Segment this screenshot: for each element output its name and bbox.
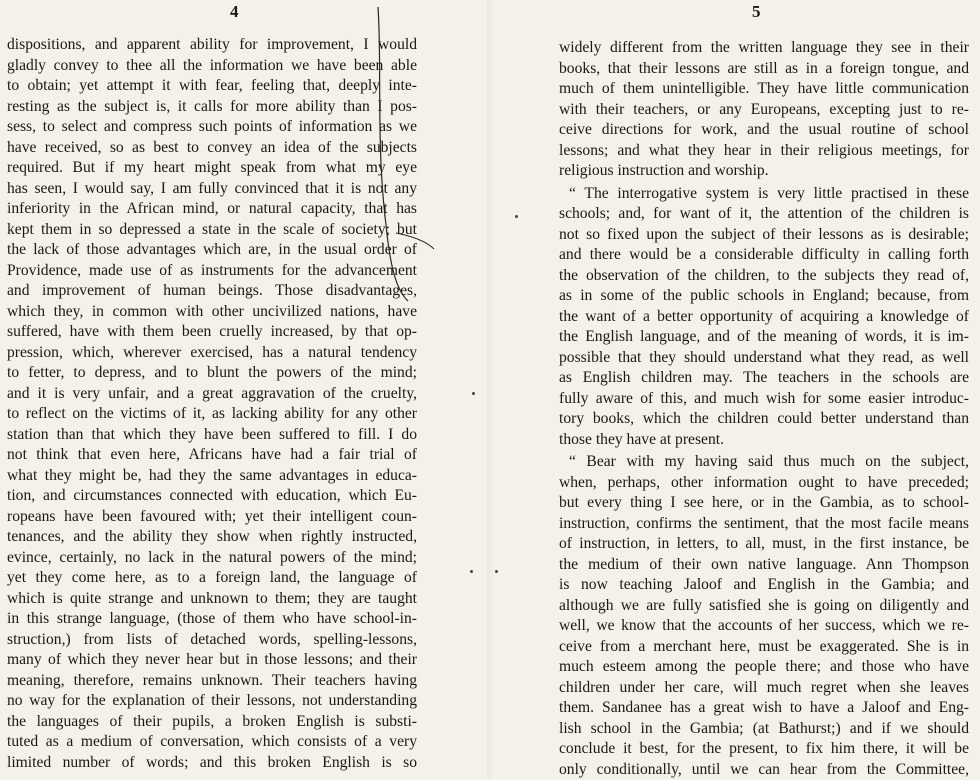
text-line: much esteem among the people there; and those who have: [559, 657, 969, 678]
text-line: much of them unintelligible. They have little communication: [559, 79, 969, 100]
text-line: “ Bear with my having said thus much on the subject,: [559, 452, 969, 473]
right-page-text: [559, 38, 969, 780]
text-line: children under her care, will much regret when she leaves: [559, 678, 969, 699]
text-line: the English language, and of the meaning of words, it is im-: [559, 327, 969, 348]
left-page: [0, 0, 490, 779]
text-line: as in some of the public schools in England; because, from: [559, 286, 969, 307]
text-line: well, we know that the accounts of her success, which we re-: [559, 616, 969, 637]
text-line: ceive directions for work, and the usual routine of school: [559, 120, 969, 141]
text-line: yet they come here, as to a foreign land, the language of: [7, 568, 417, 589]
text-line: tuted as a medium of conversation, which consists of a very: [7, 732, 417, 753]
text-line: what they might be, had they the same advantages in educa-: [7, 466, 417, 487]
text-line: struction,) from lists of detached words, spelling-lessons,: [7, 630, 417, 651]
text-line: pression, which, wherever exercised, has a natural tendency: [7, 343, 417, 364]
print-speck: [472, 392, 475, 395]
text-line: station than that which they have been suffered to fill. I do: [7, 425, 417, 446]
text-line: kept them in so depressed a state in the scale of society; but: [7, 220, 417, 241]
text-line: tory books, which the children could better understand than: [559, 409, 969, 430]
text-line: gladly convey to thee all the information we have been able: [7, 56, 417, 77]
text-line: as English children may. The teachers in the schools are: [559, 368, 969, 389]
text-line: lessons; and what they hear in their religious meetings, for: [559, 141, 969, 162]
text-line: them. Sandanee has a great wish to have a Jaloof and Eng-: [559, 698, 969, 719]
text-line: evince, certainly, no lack in the natural powers of the mind;: [7, 548, 417, 569]
text-line: schools; and, for want of it, the attention of the children is: [559, 204, 969, 225]
text-line: and it is very unfair, and a great aggravation of the cruelty,: [7, 384, 417, 405]
text-line: those they have at present.: [559, 430, 969, 451]
text-line: not think that even here, Africans have had a fair trial of: [7, 445, 417, 466]
text-line: which they, in common with other uncivilized nations, have: [7, 302, 417, 323]
text-line: to reflect on the victims of it, as lacking ability for any other: [7, 404, 417, 425]
text-line: fully aware of this, and much wish for some easier introduc-: [559, 389, 969, 410]
text-line: have received, so as best to convey an idea of the subjects: [7, 138, 417, 159]
page-number-left: 4: [230, 2, 239, 22]
text-line: the lack of those advantages which are, in the usual order of: [7, 240, 417, 261]
text-line: only conditionally, until we can hear from the Committee,: [559, 760, 969, 780]
text-line: is now teaching Jaloof and English in the Gambia; and: [559, 575, 969, 596]
text-line: inferiority in the African mind, or natural capacity, that has: [7, 199, 417, 220]
right-page: [490, 0, 980, 779]
text-line: dispositions, and apparent ability for improvement, I would: [7, 35, 417, 56]
text-line: many of which they never hear but in those lessons; and their: [7, 650, 417, 671]
text-line: lish school in the Gambia; (at Bathurst;) and if we should: [559, 719, 969, 740]
text-line: resting as the subject is, it calls for more ability than I pos-: [7, 97, 417, 118]
text-line: has seen, I would say, I am fully convinced that it is not any: [7, 179, 417, 200]
text-line: tion, and circumstances connected with education, which Eu-: [7, 486, 417, 507]
text-line: and improvement of human beings. Those disadvantages,: [7, 281, 417, 302]
text-line: which is quite strange and unknown to them; they are taught: [7, 589, 417, 610]
text-line: books, that their lessons are still as in a foreign tongue, and: [559, 59, 969, 80]
text-line: religious instruction and worship.: [559, 161, 969, 182]
text-line: although we are fully satisfied she is going on diligently and: [559, 596, 969, 617]
text-line: when, perhaps, other information ought to have preceded;: [559, 473, 969, 494]
text-line: ceive from a merchant here, must be exaggerated. She is in: [559, 637, 969, 658]
text-line: but every thing I see here, or in the Gambia, as to school-: [559, 493, 969, 514]
text-line: with their teachers, or any Europeans, excepting just to re-: [559, 100, 969, 121]
text-line: tenances, and the ability they show when rightly instructed,: [7, 527, 417, 548]
text-line: “ The interrogative system is very little practised in these: [559, 184, 969, 205]
text-line: ropeans have been favoured with; yet their intelligent coun-: [7, 507, 417, 528]
left-page-text: [7, 35, 417, 773]
print-speck: [470, 570, 473, 573]
page-number-right: 5: [752, 2, 761, 22]
text-line: in this strange language, (those of them who have school-in-: [7, 609, 417, 630]
text-line: no way for the explanation of their lessons, not understanding: [7, 691, 417, 712]
text-line: suffered, have with them been cruelly increased, by that op-: [7, 322, 417, 343]
text-line: limited number of words; and this broken English is so: [7, 753, 417, 774]
text-line: possible that they should understand what they read, as well: [559, 348, 969, 369]
text-line: required. But if my heart might speak from what my eye: [7, 158, 417, 179]
text-line: to obtain; yet attempt it with fear, feeling that, deeply inte-: [7, 76, 417, 97]
text-line: widely different from the written language they see in their: [559, 38, 969, 59]
text-line: conclude it best, for the present, to fix him there, it will be: [559, 739, 969, 760]
text-line: of instruction, in letters, to all, must, in the first instance, be: [559, 534, 969, 555]
text-line: the want of a better opportunity of acquiring a knowledge of: [559, 307, 969, 328]
text-line: sess, to select and compress such points of information as we: [7, 117, 417, 138]
text-line: not so fixed upon the subject of their lessons as is desirable;: [559, 225, 969, 246]
text-line: the observation of the children, to the subjects they read of,: [559, 266, 969, 287]
text-line: meaning, therefore, remains unknown. Their teachers having: [7, 671, 417, 692]
text-line: Providence, made use of as instruments for the advancement: [7, 261, 417, 282]
text-line: the languages of their pupils, a broken English is substi-: [7, 712, 417, 733]
text-line: the medium of their own native language. Ann Thompson: [559, 555, 969, 576]
text-line: and there would be a considerable difficulty in calling forth: [559, 245, 969, 266]
text-line: instruction, confirms the sentiment, that the most facile means: [559, 514, 969, 535]
text-line: to fetter, to depress, and to blunt the powers of the mind;: [7, 363, 417, 384]
